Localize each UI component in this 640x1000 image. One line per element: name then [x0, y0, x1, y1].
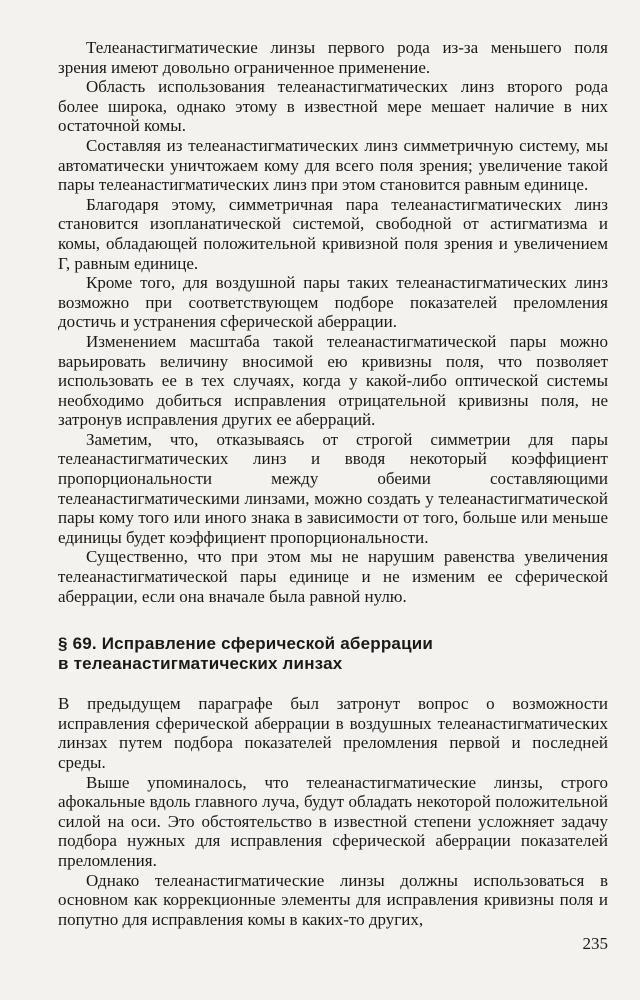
paragraph: Область использования телеанастигматических линз второго рода более широка, однако этому в известной мере мешает наличие в них остаточной комы. [58, 77, 608, 136]
section-heading-line-2: в телеанастигматических линзах [58, 654, 343, 674]
section-heading-line-1: § 69. Исправление сферической аберрации [58, 634, 434, 654]
paragraph: В предыдущем параграфе был затронут вопрос о возможности исправления сферической аберрации в воздушных телеанастигматических линзах путем подбора показателей преломления первой и последней среды. [58, 694, 608, 772]
section-heading [58, 634, 608, 674]
page-body [58, 38, 608, 929]
paragraph: Выше упоминалось, что телеанастигматические линзы, строго афокальные вдоль главного луча, будут обладать некоторой положительной силой на оси. Это обстоятельство в известной степени усложняет задачу подбора нужных для исправления сферической аберрации показателей преломления. [58, 772, 608, 870]
paragraph: Изменением масштаба такой телеанастигматической пары можно варьировать величину вносимой ею кривизны поля, что позволяет использовать ее в тех случаях, когда у какой-либо оптической системы необходимо добиться исправления отрицательной кривизны поля, не затронув исправления других ее аберраций. [58, 331, 608, 430]
paragraph: Благодаря этому, симметричная пара телеанастигматических линз становится изопланатической системой, свободной от астигматизма и комы, обладающей положительной кривизной поля зрения и увеличением Г, равным единице. [58, 194, 608, 273]
paragraph: Составляя из телеанастигматических линз симметричную систему, мы автоматически уничтожаем кому для всего поля зрения; увеличение такой пары телеанастигматических линз при этом становится равным единице. [58, 135, 608, 195]
page-number: 235 [582, 934, 608, 953]
paragraph: Телеанастигматические линзы первого рода из-за меньшего поля зрения имеют довольно ограниченное применение. [58, 38, 608, 77]
paragraph: Кроме того, для воздушной пары таких телеанастигматических линз возможно при соответствующем подборе показателей преломления достичь и устранения сферической аберрации. [58, 273, 608, 332]
paragraph: Заметим, что, отказываясь от строгой симметрии для пары телеанастигматических линз и вводя некоторый коэффициент пропорциональности между обеими составляющими телеанастигматическими линзами, можно создать у телеанастигматической пары кому того или иного знака в зависимости от того, больше или меньше единицы будет коэффициент пропорциональности. [58, 429, 608, 547]
paragraph: Однако телеанастигматические линзы должны использоваться в основном как коррекционные элементы для исправления кривизны поля и попутно для исправления комы в каких-то других, [58, 870, 608, 929]
paragraph: Существенно, что при этом мы не нарушим равенства увеличения телеанастигматической пары единице и не изменим ее сферической аберрации, если она вначале была равной нулю. [58, 547, 608, 606]
